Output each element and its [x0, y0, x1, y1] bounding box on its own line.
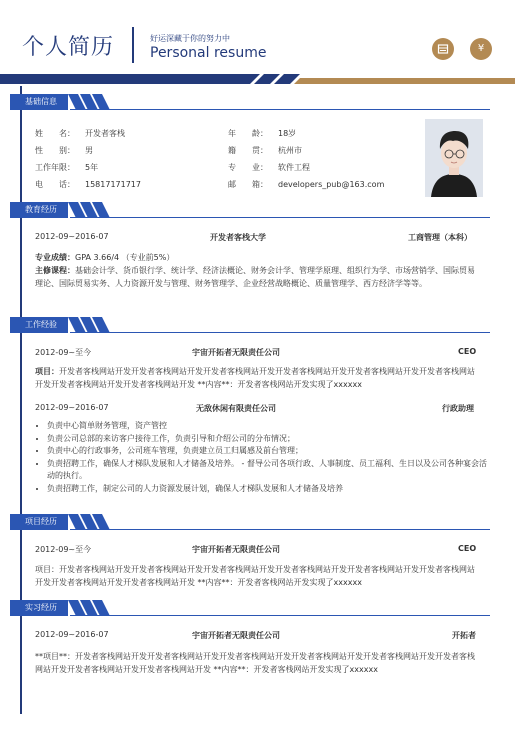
work2-date: 2012-09~2016-07 [35, 403, 109, 412]
yen-icon: ¥ [470, 38, 492, 60]
intern-date: 2012-09~2016-07 [35, 630, 109, 639]
section-heading: 实习经历 [10, 600, 68, 616]
project-role: CEO [458, 544, 477, 553]
work1-date: 2012-09~至今 [35, 348, 92, 357]
project-date: 2012-09~至今 [35, 545, 92, 554]
edu-courses: 主修课程：基础会计学、货币银行学、统计学、经济法概论、财务会计学、管理学原理、组织行为学、市场营销学、国际贸易理论、国际贸易实务、人力资源开发与管理、财务管理学、企业经营战略概论、质量管理学、西方经济学等等。 [35, 266, 475, 288]
section-internship [10, 600, 490, 616]
project-desc: 项目：开发者客栈网站开发开发者客栈网站开发开发者客栈网站开发开发者客栈网站开发开发者客栈网站开发开发者客栈网站开发开发者客栈网站开发开发者客栈网站开发 **内容**：开发者客栈网站开发实现了xxxxxx [35, 565, 475, 587]
work1-company: 宇宙开拓者无限责任公司 [192, 348, 280, 357]
info-email: 邮 箱： developers_pub@163.com [228, 180, 385, 189]
project-company: 宇宙开拓者无限责任公司 [192, 545, 280, 554]
intern-role: 开拓者 [452, 631, 476, 640]
section-chevrons [68, 317, 118, 333]
header-stripe [0, 74, 515, 84]
section-heading: 基础信息 [10, 94, 68, 110]
intern-desc: **项目**：开发者客栈网站开发开发者客栈网站开发开发者客栈网站开发开发者客栈网站开发开发者客栈网站开发开发者客栈网站开发开发者客栈网站开发开发者客栈网站开发 **内容**：开发者客栈网站开发实现了xxxxxx [35, 652, 475, 674]
section-chevrons [68, 600, 118, 616]
section-basic-info [10, 94, 490, 110]
work1-desc: 项目：开发者客栈网站开发开发者客栈网站开发开发者客栈网站开发开发者客栈网站开发开发者客栈网站开发开发者客栈网站开发开发者客栈网站开发开发者客栈网站开发 **内容**：开发者客栈网站开发实现了xxxxxx [35, 367, 475, 389]
avatar [425, 119, 483, 197]
section-heading: 工作经验 [10, 317, 68, 333]
timeline-line [20, 86, 22, 714]
info-hometown: 籍 贯： 杭州市 [228, 146, 302, 155]
info-gender: 性 别： 男 [35, 146, 93, 155]
list-item: • 负责中心的行政事务，公司班车管理，负责建立员工归属感及前台管理； [47, 445, 487, 458]
section-chevrons [68, 94, 118, 110]
info-name: 姓 名： 开发者客栈 [35, 129, 125, 138]
edu-date: 2012-09~2016-07 [35, 232, 109, 241]
intern-company: 宇宙开拓者无限责任公司 [192, 631, 280, 640]
work2-company: 无敌休闲有限责任公司 [196, 404, 276, 413]
list-item: • 负责招聘工作，确保人才梯队发展和人才储备及培养。 - 督导公司各项行政、人事制度、员工福利、生日以及公司各种宴会活动的执行。 [47, 458, 487, 483]
list-item: • 负责公司总部的来访客户接待工作，负责引导和介绍公司的分布情况； [47, 433, 487, 446]
title-divider [132, 27, 134, 63]
section-projects [10, 514, 490, 530]
work2-role: 行政助理 [442, 404, 474, 413]
info-years: 工作年限： 5年 [35, 163, 99, 172]
work1-role: CEO [458, 347, 477, 356]
info-major: 专 业： 软件工程 [228, 163, 310, 172]
edu-school: 开发者客栈大学 [210, 233, 266, 242]
id-card-icon [432, 38, 454, 60]
list-item: • 负责中心简单财务管理，资产管控 [47, 420, 487, 433]
work2-duties [35, 420, 487, 495]
info-age: 年 龄： 18岁 [228, 129, 297, 138]
subtitle: Personal resume [150, 45, 267, 61]
section-chevrons [68, 202, 118, 218]
resume-title: 个人简历 [22, 35, 115, 60]
section-chevrons [68, 514, 118, 530]
section-work [10, 317, 490, 333]
section-heading: 项目经历 [10, 514, 68, 530]
edu-gpa: 专业成绩：GPA 3.66/4 （专业前5%） [35, 253, 175, 262]
section-education [10, 202, 490, 218]
list-item: • 负责招聘工作，制定公司的人力资源发展计划，确保人才梯队发展和人才储备及培养 [47, 483, 487, 496]
edu-major: 工商管理（本科） [408, 233, 472, 242]
info-phone: 电 话： 15817171717 [35, 180, 141, 189]
section-heading: 教育经历 [10, 202, 68, 218]
slogan: 好运深藏于你的努力中 [150, 34, 230, 43]
